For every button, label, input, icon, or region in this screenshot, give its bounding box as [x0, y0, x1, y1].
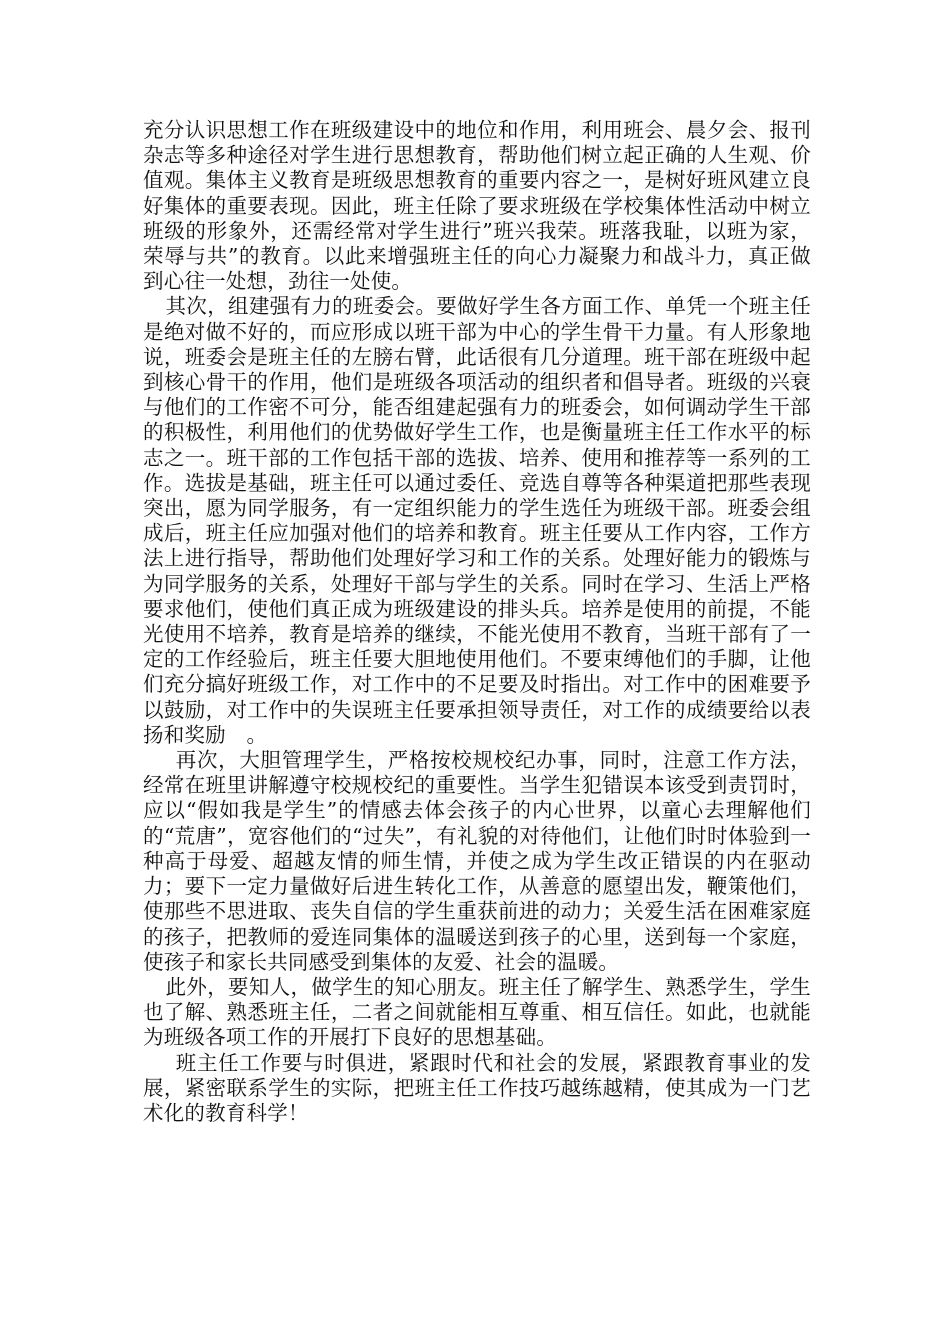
- paragraph-know-students: 此外，要知人，做学生的知心朋友。班主任了解学生、熟悉学生，学生也了解、熟悉班主任，二者之间就能相互尊重、相互信任。如此，也就能为班级各项工作的开展打下良好的思想基础。: [143, 974, 811, 1050]
- paragraph-ideological-education: 充分认识思想工作在班级建设中的地位和作用，利用班会、晨夕会、报刊杂志等多种途径对学生进行思想教育，帮助他们树立起正确的人生观、价值观。集体主义教育是班级思想教育的重要内容之一，是树好班风建立良好集体的重要表现。因此，班主任除了要求班级在学校集体性活动中树立班级的形象外，还需经常对学生进行”班兴我荣。班落我耻，以班为家，荣辱与共”的教育。以此来增强班主任的向心力凝聚力和战斗力，真正做到心往一处想，劲往一处使。: [143, 118, 811, 294]
- paragraph-student-management: 再次，大胆管理学生，严格按校规校纪办事，同时，注意工作方法，经常在班里讲解遵守校规校纪的重要性。当学生犯错误本该受到责罚时，应以“假如我是学生”的情感去体会孩子的内心世界，以童心去理解他们的“荒唐”，宽容他们的“过失”，有礼貌的对待他们，让他们时时体验到一种高于母爱、超越友情的师生情，并使之成为学生改正错误的内在驱动力；要下一定力量做好后进生转化工作，从善意的愿望出发，鞭策他们，使那些不思进取、丧失自信的学生重获前进的动力；关爱生活在困难家庭的孩子，把教师的爱连同集体的温暖送到孩子的心里，送到每一个家庭，使孩子和家长共同感受到集体的友爱、社会的温暖。: [143, 748, 811, 974]
- paragraph-conclusion: 班主任工作要与时俱进，紧跟时代和社会的发展，紧跟教育事业的发展，紧密联系学生的实际，把班主任工作技巧越练越精，使其成为一门艺术化的教育科学！: [143, 1050, 811, 1125]
- paragraph-class-committee: 其次，组建强有力的班委会。要做好学生各方面工作、单凭一个班主任是绝对做不好的，而应形成以班干部为中心的学生骨干力量。有人形象地说，班委会是班主任的左膀右臂，此话很有几分道理。班干部在班级中起到核心骨干的作用，他们是班级各项活动的组织者和倡导者。班级的兴衰与他们的工作密不可分，能否组建起强有力的班委会，如何调动学生干部的积极性，利用他们的优势做好学生工作，也是衡量班主任工作水平的标志之一。班干部的工作包括干部的选拔、培养、使用和推荐等一系列的工作。选拔是基础，班主任可以通过委任、竞选自尊等各种渠道把那些表现突出，愿为同学服务，有一定组织能力的学生选任为班级干部。班委会组成后，班主任应加强对他们的培养和教育。班主任要从工作内容，工作方法上进行指导，帮助他们处理好学习和工作的关系。处理好能力的锻炼与为同学服务的关系，处理好干部与学生的关系。同时在学习、生活上严格要求他们，使他们真正成为班级建设的排头兵。培养是使用的前提，不能光使用不培养，教育是培养的继续，不能光使用不教育，当班干部有了一定的工作经验后，班主任要大胆地使用他们。不要束缚他们的手脚，让他们充分搞好班级工作，对工作中的不足要及时指出。对工作中的困难要予以鼓励，对工作中的失误班主任要承担领导责任，对工作的成绩要给以表扬和奖励 。: [143, 294, 811, 747]
- document-page: [143, 118, 811, 1126]
